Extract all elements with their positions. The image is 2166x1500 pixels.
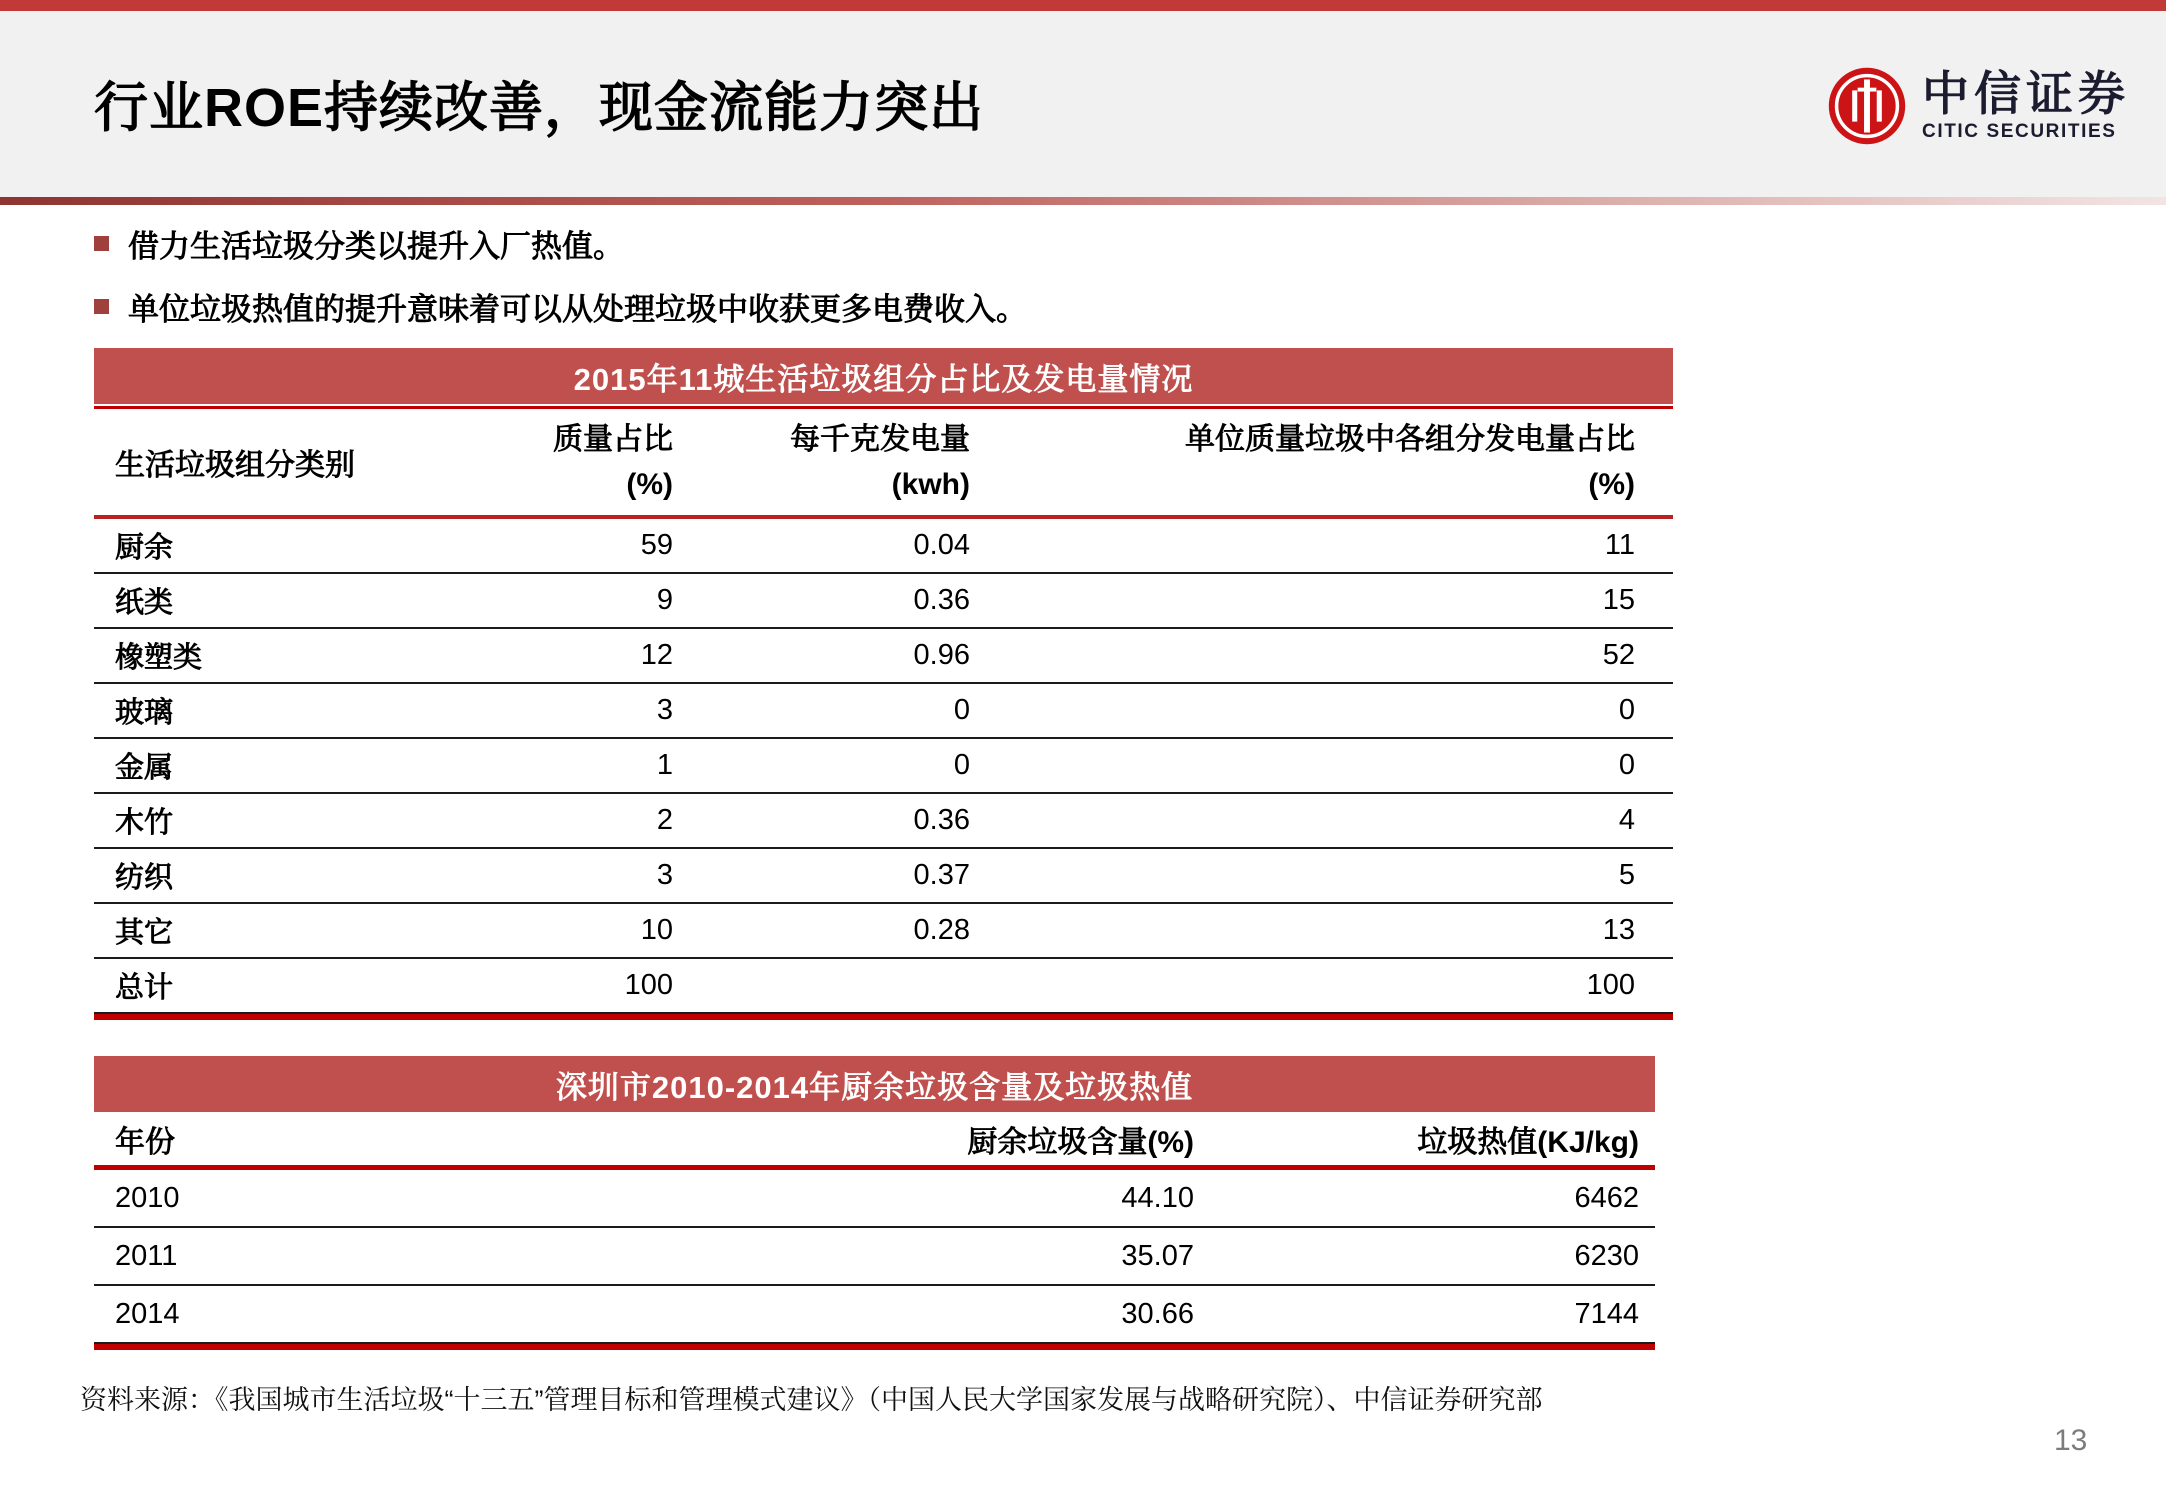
table1-header-row (94, 409, 1673, 519)
table2-bottom-rule (94, 1344, 1655, 1350)
cell: 15 (1602, 584, 1635, 616)
source-note: 资料来源：《我国城市生活垃圾“十三五”管理目标和管理模式建议》（中国人民大学国家发展与战略研究院）、中信证券研究部 (80, 1385, 1543, 1415)
cell: 玻璃 (115, 697, 174, 729)
bullet-item (94, 221, 1027, 265)
cell: 5 (1618, 859, 1635, 891)
cell: 12 (640, 639, 673, 671)
cell: 0 (1618, 749, 1635, 781)
page-title: 行业ROE持续改善，现金流能力突出 (94, 78, 985, 138)
bullet-list (94, 221, 1027, 347)
bullet-text: 借力生活垃圾分类以提升入厂热值。 (128, 228, 624, 264)
table-row (94, 904, 1673, 959)
cell: 0.28 (913, 914, 970, 946)
cell: 2010 (115, 1181, 180, 1214)
table-row (94, 574, 1673, 629)
table-row (94, 1228, 1655, 1286)
cell: 7144 (1574, 1297, 1639, 1330)
table-row (94, 739, 1673, 794)
cell: 30.66 (1121, 1297, 1194, 1330)
cell: 0.36 (913, 584, 970, 616)
column-header-line: (%) (626, 468, 673, 501)
table-row-total (94, 959, 1673, 1014)
cell: 59 (640, 529, 673, 561)
bullet-square-icon (94, 299, 109, 314)
cell: 厨余 (115, 532, 174, 564)
cell: 0.96 (913, 639, 970, 671)
cell: 0 (1618, 694, 1635, 726)
column-header-line: 单位质量垃圾中各组分发电量占比 (1185, 423, 1635, 456)
cell: 0 (953, 694, 970, 726)
cell: 10 (640, 914, 673, 946)
column-header: 厨余垃圾含量(%) (967, 1125, 1194, 1159)
cell: 0 (953, 749, 970, 781)
bullet-square-icon (94, 236, 109, 251)
logo-text-cn: 中信证券 (1922, 66, 2130, 120)
table-row (94, 794, 1673, 849)
cell: 100 (624, 969, 673, 1001)
cell: 2014 (115, 1297, 180, 1330)
cell: 44.10 (1121, 1181, 1194, 1214)
citic-logo (1828, 67, 2130, 145)
table-shenzhen-heat-value (94, 1056, 1655, 1350)
cell: 0.04 (913, 529, 970, 561)
table2-title: 深圳市2010-2014年厨余垃圾含量及垃圾热值 (94, 1056, 1655, 1112)
bullet-text: 单位垃圾热值的提升意味着可以从处理垃圾中收获更多电费收入。 (128, 291, 1027, 327)
table-row (94, 629, 1673, 684)
column-header (992, 417, 1673, 507)
cell: 总计 (115, 972, 174, 1004)
table-row (94, 849, 1673, 904)
column-header-line: 每千克发电量 (790, 423, 970, 456)
column-header (695, 417, 992, 507)
cell: 6230 (1574, 1239, 1639, 1272)
table1-bottom-rule (94, 1014, 1673, 1020)
cell: 13 (1602, 914, 1635, 946)
slide-header (0, 11, 2166, 197)
table-row (94, 519, 1673, 574)
cell: 2011 (115, 1239, 178, 1272)
column-header-line: (%) (1588, 468, 1635, 501)
header-divider (0, 197, 2166, 205)
cell: 4 (1618, 804, 1635, 836)
column-header: 年份 (115, 1125, 175, 1159)
column-header-line: (kwh) (891, 468, 970, 501)
page-number: 13 (2054, 1424, 2088, 1457)
cell: 11 (1604, 529, 1635, 561)
column-header-line: 质量占比 (553, 423, 673, 456)
cell: 3 (656, 694, 673, 726)
table1-title: 2015年11城生活垃圾组分占比及发电量情况 (94, 348, 1673, 404)
bullet-item (94, 284, 1027, 328)
column-header: 生活垃圾组分类别 (115, 449, 355, 482)
cell (695, 959, 992, 1012)
citic-logo-icon (1828, 67, 1906, 145)
cell: 2 (656, 804, 673, 836)
cell: 纺织 (115, 862, 174, 894)
cell: 金属 (115, 752, 174, 784)
table-row (94, 684, 1673, 739)
column-header (477, 417, 695, 507)
top-accent-bar (0, 0, 2166, 11)
table-row (94, 1286, 1655, 1344)
column-header: 垃圾热值(KJ/kg) (1417, 1125, 1639, 1159)
table-row (94, 1170, 1655, 1228)
table-waste-composition (94, 348, 1673, 1020)
cell: 0.36 (913, 804, 970, 836)
cell: 纸类 (115, 587, 174, 619)
cell: 9 (656, 584, 673, 616)
table2-header-row (94, 1112, 1655, 1165)
cell: 6462 (1574, 1181, 1639, 1214)
cell: 35.07 (1121, 1239, 1194, 1272)
cell: 1 (656, 749, 673, 781)
cell: 橡塑类 (115, 642, 203, 674)
cell: 木竹 (115, 807, 174, 839)
cell: 0.37 (913, 859, 970, 891)
cell: 52 (1602, 639, 1635, 671)
cell: 3 (656, 859, 673, 891)
logo-text-en: CITIC SECURITIES (1922, 121, 2117, 143)
cell: 100 (1586, 969, 1635, 1001)
cell: 其它 (115, 917, 174, 949)
